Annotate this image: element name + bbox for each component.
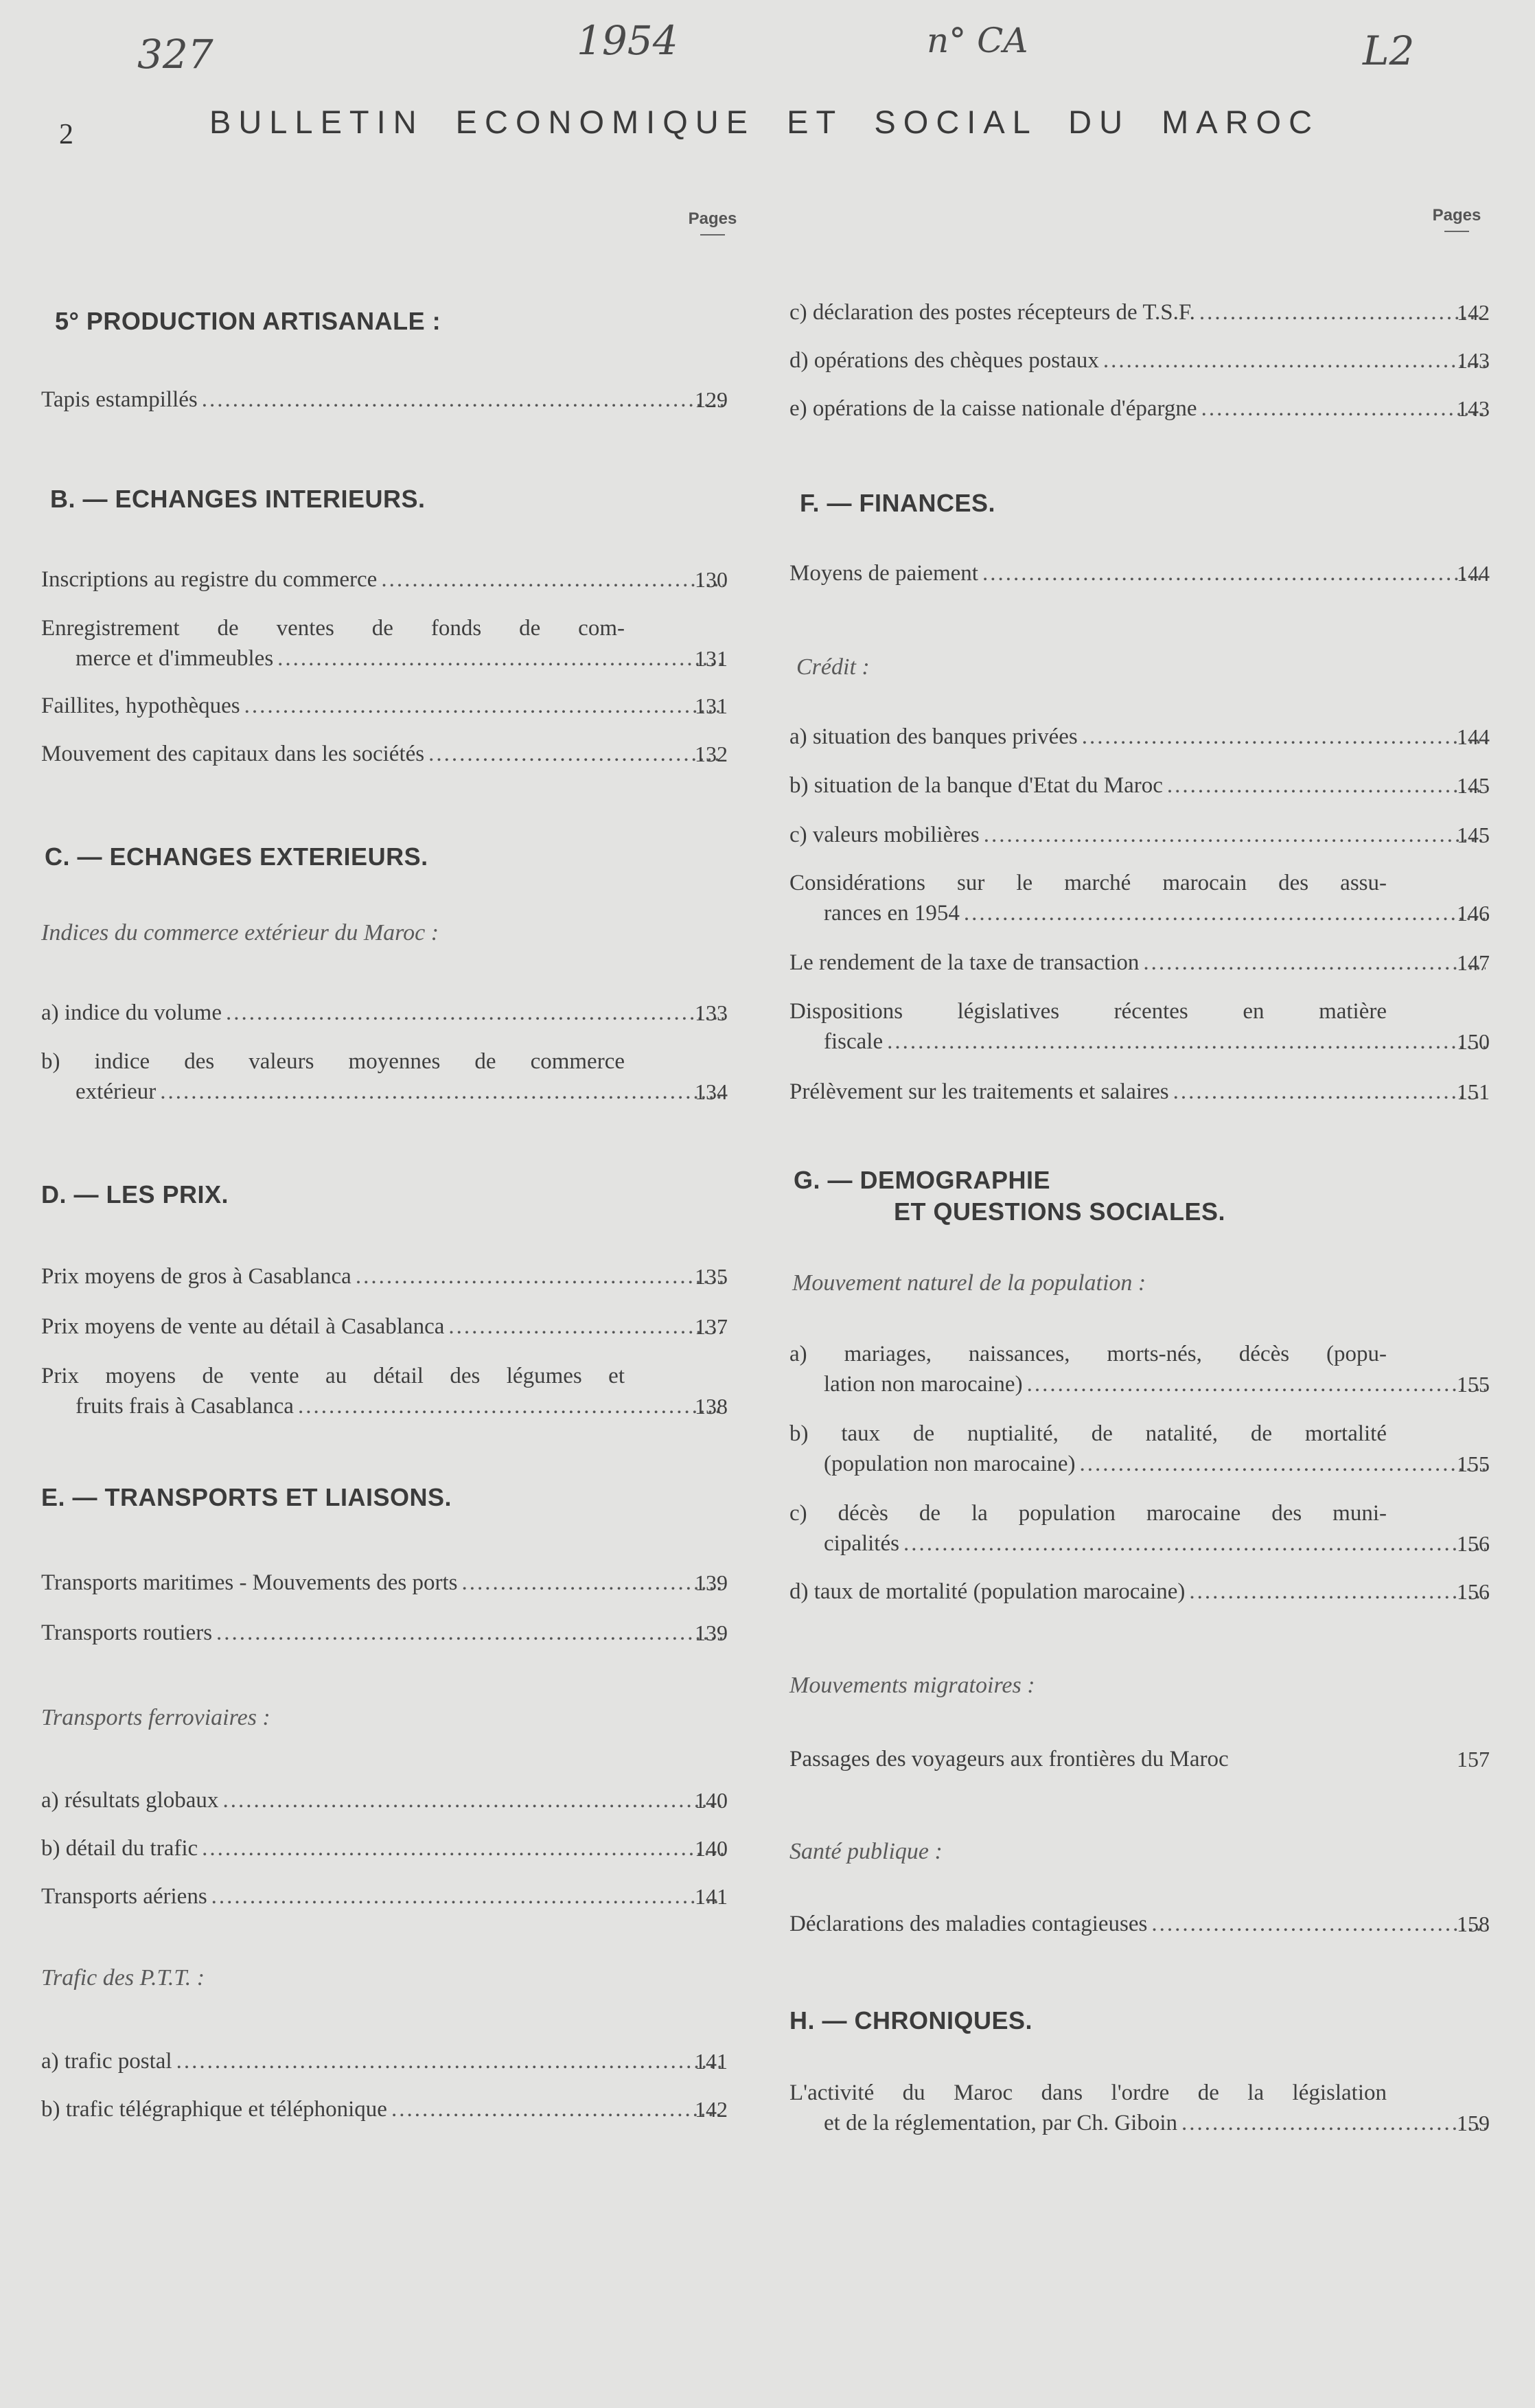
entry-page: 155 — [1457, 1372, 1490, 1397]
entry-text: Prix moyens de gros à Casablanca — [41, 1264, 351, 1289]
toc-entry — [789, 558, 1490, 588]
entry-text-cont: (population non marocaine) — [824, 1452, 1076, 1476]
toc-entry — [789, 1909, 1490, 1939]
entry-text: b) détail du trafic — [41, 1836, 198, 1861]
entry-page: 150 — [1457, 1029, 1490, 1054]
entry-text: Transports routiers — [41, 1620, 213, 1645]
toc-entry — [789, 948, 1490, 978]
subheading-migratoires: Mouvements migratoires : — [789, 1673, 1035, 1698]
subheading-sante: Santé publique : — [789, 1839, 943, 1864]
toc-entry — [789, 996, 1490, 1057]
toc-entry — [789, 1419, 1490, 1479]
entry-text-cont: fruits frais à Casablanca — [76, 1394, 294, 1419]
entry-page: 142 — [1457, 300, 1490, 325]
entry-page: 134 — [695, 1079, 728, 1104]
toc-entry — [789, 868, 1490, 928]
toc-entry — [41, 1833, 728, 1864]
toc-entry — [41, 1568, 728, 1598]
section-heading-finances: F. — FINANCES. — [800, 489, 996, 517]
toc-entry — [41, 2046, 728, 2076]
entry-text: a) résultats globaux — [41, 1788, 219, 1813]
entry-page: 135 — [695, 1264, 728, 1289]
entry-text-cont: extérieur — [76, 1079, 157, 1104]
entry-page: 129 — [695, 387, 728, 412]
toc-entry — [41, 1311, 728, 1342]
entry-page: 151 — [1457, 1079, 1490, 1104]
toc-entry — [789, 1077, 1490, 1107]
toc-entry — [789, 770, 1490, 801]
entry-text: e) opérations de la caisse nationale d'épargne — [789, 396, 1197, 421]
toc-entry — [41, 564, 728, 595]
entry-text: a) situation des banques privées — [789, 724, 1078, 749]
entry-text: Passages des voyageurs aux frontières du Maroc — [789, 1747, 1229, 1771]
pages-dash — [700, 234, 725, 236]
entry-page: 147 — [1457, 950, 1490, 975]
pages-header-left — [682, 209, 743, 236]
subheading-ferroviaires: Transports ferroviaires : — [41, 1705, 270, 1730]
entry-text-cont: lation non marocaine) — [824, 1372, 1023, 1397]
toc-entry — [41, 998, 728, 1028]
entry-text: Dispositions législatives récentes en matière — [789, 999, 1387, 1024]
section-heading-echanges-exterieurs: C. — ECHANGES EXTERIEURS. — [45, 842, 428, 871]
entry-text-cont: cipalités — [824, 1531, 899, 1556]
entry-page: 138 — [695, 1394, 728, 1419]
entry-text: b) taux de nuptialité, de natalité, de mortalité — [789, 1421, 1387, 1446]
entry-text: b) situation de la banque d'Etat du Maroc — [789, 773, 1163, 798]
entry-text: Transports maritimes - Mouvements des ports — [41, 1570, 458, 1595]
entry-text: Le rendement de la taxe de transaction — [789, 950, 1140, 975]
entry-text-cont: merce et d'immeubles — [76, 646, 274, 671]
entry-text: Moyens de paiement — [789, 561, 978, 586]
section-heading-demographie — [794, 1166, 1225, 1226]
entry-text: Prix moyens de vente au détail des légumes et — [41, 1364, 625, 1388]
running-title: BULLETIN ECONOMIQUE ET SOCIAL DU MAROC — [209, 104, 1320, 140]
entry-page: 158 — [1457, 1912, 1490, 1936]
handwritten-annotation-b: 1954 — [577, 17, 678, 64]
entry-text: Prix moyens de vente au détail à Casablanca — [41, 1314, 445, 1339]
heading-line-2: ET QUESTIONS SOCIALES. — [894, 1197, 1226, 1226]
entry-text: c) décès de la population marocaine des muni- — [789, 1501, 1387, 1526]
toc-entry — [41, 691, 728, 721]
entry-text: L'activité du Maroc dans l'ordre de la législation — [789, 2080, 1387, 2105]
entry-text-cont: et de la réglementation, par Ch. Giboin — [824, 2111, 1178, 2135]
subheading-indices: Indices du commerce extérieur du Maroc : — [41, 920, 439, 945]
toc-entry — [41, 1046, 728, 1107]
section-heading-transports: E. — TRANSPORTS ET LIAISONS. — [41, 1483, 452, 1511]
entry-text: d) taux de mortalité (population marocaine) — [789, 1579, 1186, 1604]
handwritten-annotation-a: 327 — [137, 31, 213, 78]
toc-entry — [41, 1361, 728, 1421]
entry-page: 143 — [1457, 396, 1490, 421]
pages-label: Pages — [688, 209, 737, 228]
entry-page: 141 — [695, 1884, 728, 1909]
entry-text: a) indice du volume — [41, 1000, 222, 1025]
entry-page: 145 — [1457, 773, 1490, 798]
toc-entry — [789, 297, 1490, 328]
pages-label: Pages — [1432, 206, 1481, 225]
entry-text: d) opérations des chèques postaux — [789, 348, 1099, 373]
entry-page: 140 — [695, 1788, 728, 1813]
toc-entry — [789, 1339, 1490, 1399]
section-heading-prix: D. — LES PRIX. — [41, 1180, 229, 1208]
toc-entry — [41, 1785, 728, 1815]
toc-entry — [789, 1744, 1490, 1774]
entry-page: 131 — [695, 646, 728, 671]
toc-entry — [789, 820, 1490, 850]
entry-page: 155 — [1457, 1452, 1490, 1476]
handwritten-annotation-c: n° CA — [927, 21, 1028, 60]
entry-text: b) trafic télégraphique et téléphonique — [41, 2097, 387, 2122]
entry-page: 156 — [1457, 1579, 1490, 1604]
entry-text: c) valeurs mobilières — [789, 823, 980, 847]
toc-entry — [789, 1576, 1490, 1607]
entry-text: a) trafic postal — [41, 2049, 172, 2074]
toc-entry — [789, 2078, 1490, 2138]
entry-page: 143 — [1457, 348, 1490, 373]
entry-page: 131 — [695, 693, 728, 718]
handwritten-annotation-d: L2 — [1363, 27, 1415, 74]
pages-header-right — [1426, 206, 1488, 232]
toc-entry — [789, 345, 1490, 376]
subheading-mouvement-naturel: Mouvement naturel de la population : — [792, 1270, 1146, 1296]
entry-page: 133 — [695, 1000, 728, 1025]
toc-entry — [41, 385, 728, 415]
heading-line-1: G. — DEMOGRAPHIE — [794, 1166, 1051, 1194]
toc-entry — [41, 2094, 728, 2124]
section-heading-echanges-interieurs: B. — ECHANGES INTERIEURS. — [50, 485, 426, 513]
entry-text: b) indice des valeurs moyennes de commerce — [41, 1049, 625, 1074]
toc-entry — [41, 613, 728, 674]
entry-page: 137 — [695, 1314, 728, 1339]
subheading-credit: Crédit : — [796, 654, 870, 680]
page-number: 2 — [59, 119, 73, 150]
entry-page: 156 — [1457, 1531, 1490, 1556]
entry-text: Tapis estampillés — [41, 387, 198, 412]
toc-entry — [41, 739, 728, 769]
entry-page: 140 — [695, 1836, 728, 1861]
entry-page: 146 — [1457, 901, 1490, 926]
entry-page: 159 — [1457, 2111, 1490, 2135]
toc-entry — [41, 1618, 728, 1648]
entry-text: Prélèvement sur les traitements et salaires — [789, 1079, 1169, 1104]
toc-entry — [789, 1498, 1490, 1559]
toc-entry — [789, 393, 1490, 424]
entry-page: 139 — [695, 1570, 728, 1595]
entry-page: 130 — [695, 567, 728, 592]
entry-text: Transports aériens — [41, 1884, 207, 1909]
entry-page: 139 — [695, 1620, 728, 1645]
subheading-ptt: Trafic des P.T.T. : — [41, 1965, 205, 1991]
entry-text-cont: fiscale — [824, 1029, 884, 1054]
toc-entry — [41, 1881, 728, 1912]
entry-page: 144 — [1457, 561, 1490, 586]
entry-text: Inscriptions au registre du commerce — [41, 567, 378, 592]
section-heading-production: 5° PRODUCTION ARTISANALE : — [55, 307, 441, 335]
entry-text: Considérations sur le marché marocain des assu- — [789, 871, 1387, 895]
entry-page: 142 — [695, 2097, 728, 2122]
entry-page: 132 — [695, 742, 728, 766]
entry-page: 141 — [695, 2049, 728, 2074]
entry-text: c) déclaration des postes récepteurs de T.S.F. — [789, 300, 1195, 325]
toc-entry — [789, 722, 1490, 752]
entry-text: Mouvement des capitaux dans les sociétés — [41, 742, 425, 766]
entry-page: 144 — [1457, 724, 1490, 749]
entry-page: 157 — [1457, 1747, 1490, 1771]
entry-text: Déclarations des maladies contagieuses — [789, 1912, 1148, 1936]
toc-entry — [41, 1261, 728, 1292]
section-heading-chroniques: H. — CHRONIQUES. — [789, 2006, 1033, 2034]
entry-text: Enregistrement de ventes de fonds de com- — [41, 616, 625, 641]
entry-text: a) mariages, naissances, morts-nés, décès (popu- — [789, 1342, 1387, 1366]
entry-text-cont: rances en 1954 — [824, 901, 960, 926]
entry-page: 145 — [1457, 823, 1490, 847]
pages-dash — [1444, 231, 1469, 232]
entry-text: Faillites, hypothèques — [41, 693, 240, 718]
